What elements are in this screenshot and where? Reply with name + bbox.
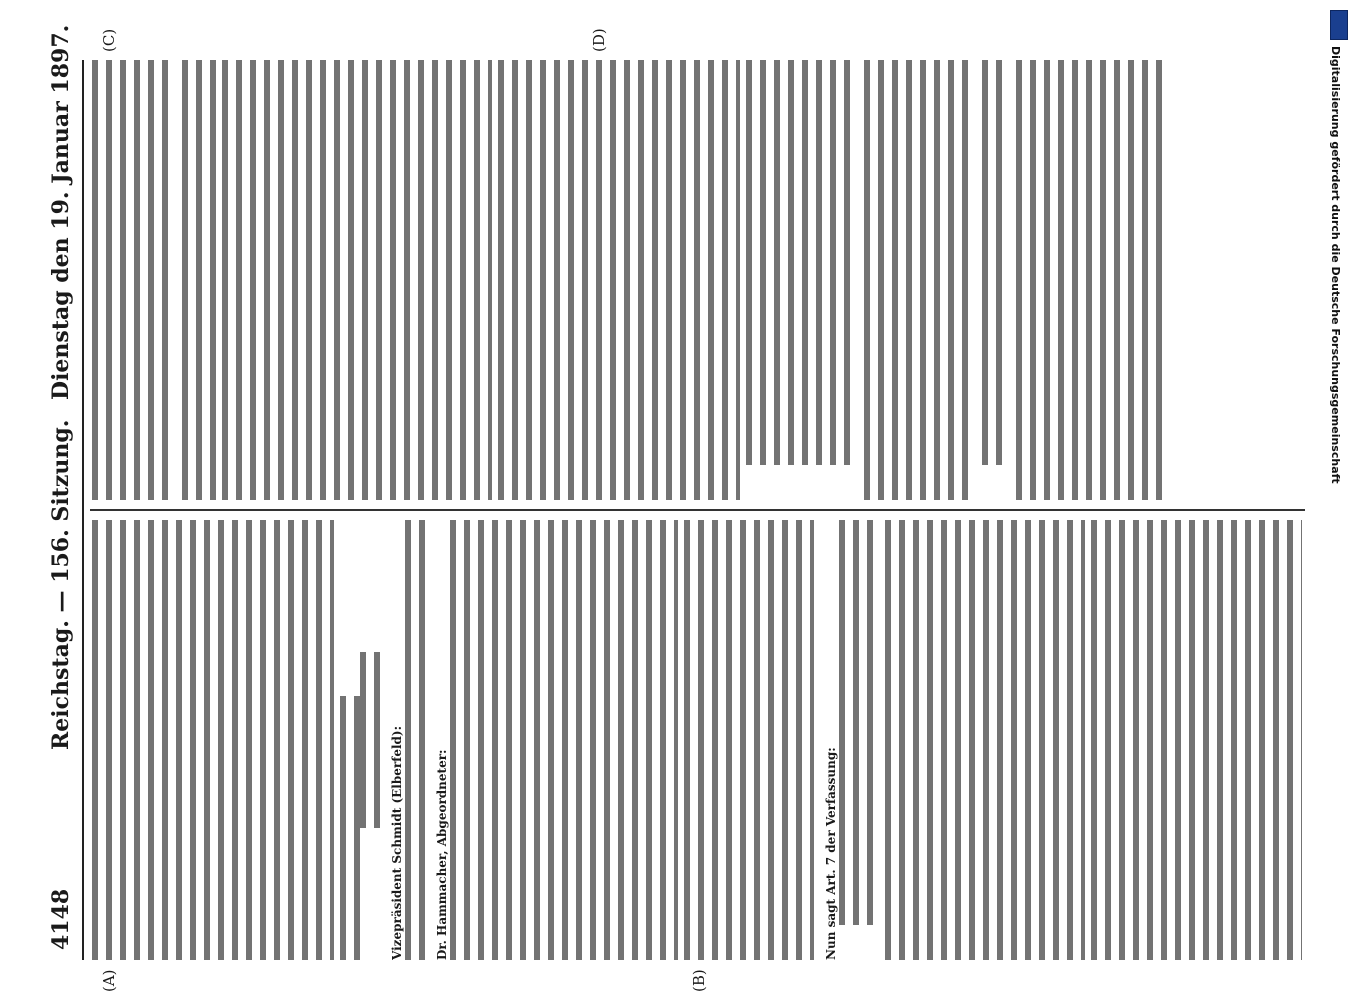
text-paragraph <box>1016 60 1166 500</box>
margin-marker-c: (C) <box>100 28 118 52</box>
text-paragraph <box>386 520 425 960</box>
text-paragraph <box>222 60 492 500</box>
text-paragraph <box>684 520 814 960</box>
text-paragraph <box>746 60 858 500</box>
text-paragraph <box>340 520 380 960</box>
paragraph-lead: Nun sagt Art. 7 der Verfassung: <box>824 743 838 960</box>
column-divider <box>90 509 1305 511</box>
date-heading: Dienstag den 19. Januar 1897. <box>48 24 74 400</box>
document-page <box>30 0 1320 1000</box>
text-paragraph <box>864 60 976 500</box>
left-column <box>92 520 1302 960</box>
text-paragraph <box>1091 520 1302 960</box>
text-paragraph <box>982 60 1010 500</box>
session-heading: Reichstag. — 156. Sitzung. <box>48 419 74 750</box>
header-rule <box>82 60 84 960</box>
paragraph-lead: Vizepräsident Schmidt (Elberfeld): <box>390 722 404 960</box>
margin-marker-d: (D) <box>590 28 608 52</box>
digitization-credit <box>1329 10 1349 990</box>
text-paragraph <box>885 520 1085 960</box>
margin-marker-a: (A) <box>100 969 118 992</box>
margin-marker-b: (B) <box>690 969 708 992</box>
text-paragraph <box>92 520 334 960</box>
text-paragraph <box>498 60 740 500</box>
text-paragraph <box>92 60 176 500</box>
credit-text: Digitalisierung gefördert durch die Deutsche Forschungsgemeinschaft <box>1329 46 1342 484</box>
page-number: 4148 <box>48 888 74 950</box>
dfg-logo-icon <box>1330 10 1348 40</box>
text-paragraph <box>820 520 879 960</box>
paragraph-lead: Dr. Hammacher, Abgeordneter: <box>435 746 449 960</box>
text-paragraph <box>182 60 216 500</box>
text-paragraph <box>431 520 678 960</box>
right-column <box>92 60 1302 500</box>
